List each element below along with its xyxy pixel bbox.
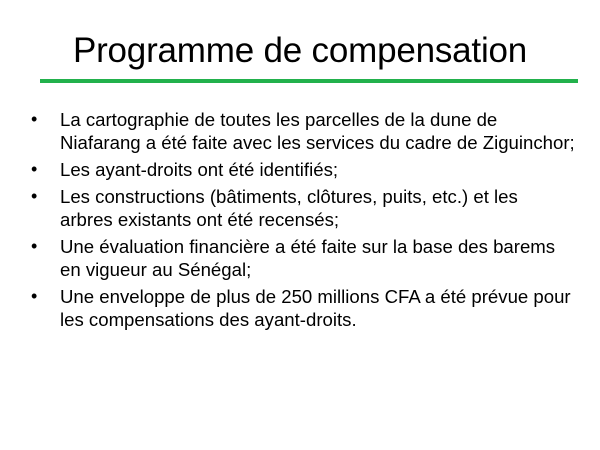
bullet-text: Les ayant-droits ont été identifiés; <box>60 159 339 180</box>
bullet-text: Une évaluation financière a été faite sur la base des barems en vigueur au Sénégal; <box>60 236 556 280</box>
bullet-dot-icon: • <box>31 286 38 306</box>
bullet-item <box>30 285 575 331</box>
title-underline <box>40 79 578 83</box>
bullet-dot-icon: • <box>31 236 38 256</box>
bullet-dot-icon: • <box>31 159 38 179</box>
bullet-item <box>30 108 575 154</box>
bullet-item <box>30 158 575 181</box>
bullet-text: Une enveloppe de plus de 250 millions CFA a été prévue pour les compensations des ayant-droits. <box>60 286 571 330</box>
bullet-text: Les constructions (bâtiments, clôtures, puits, etc.) et les arbres existants ont été recensés; <box>60 186 518 230</box>
bullet-item <box>30 185 575 231</box>
slide-title: Programme de compensation <box>72 31 528 70</box>
bullet-dot-icon: • <box>31 109 38 129</box>
bullet-text: La cartographie de toutes les parcelles de la dune de Niafarang a été faite avec les services du cadre de Ziguinchor; <box>60 109 575 153</box>
bullet-dot-icon: • <box>31 186 38 206</box>
bullet-item <box>30 235 575 281</box>
bullet-list <box>30 108 575 335</box>
